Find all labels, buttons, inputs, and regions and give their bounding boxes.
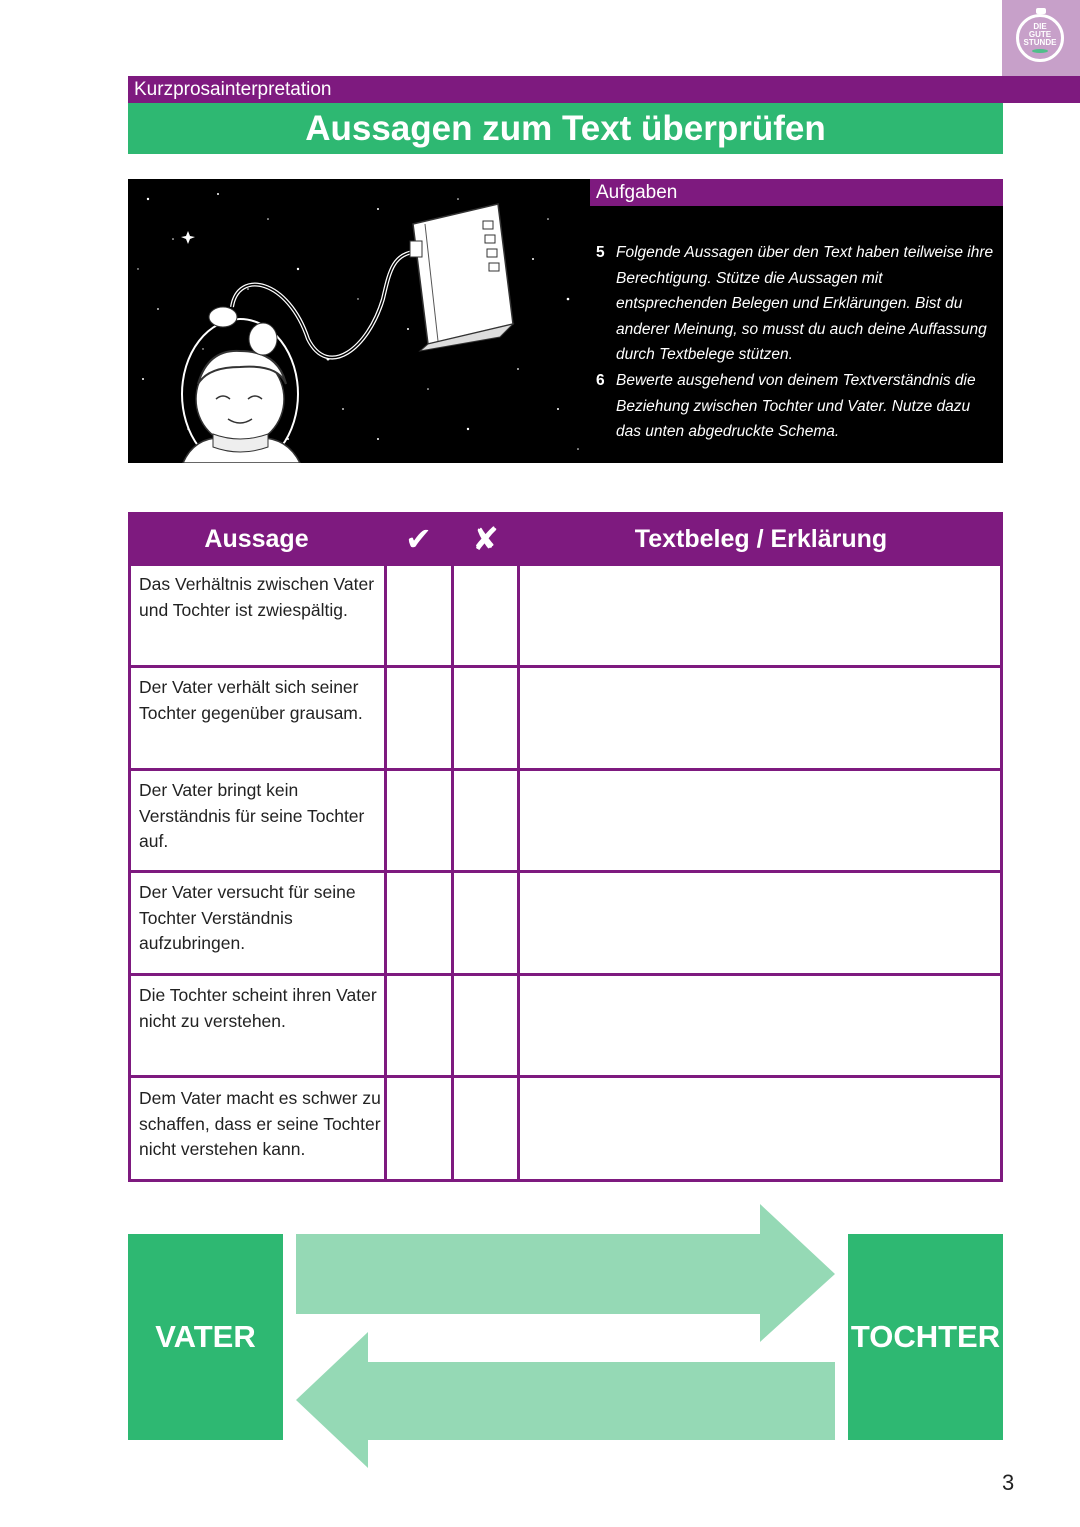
task-number: 5: [596, 244, 605, 261]
section-label: Kurzprosainterpretation: [134, 79, 332, 100]
page-number: 3: [1002, 1470, 1015, 1495]
statement-cell: Der Vater verhält sich seiner Tochter gegenüber grausam.: [139, 677, 363, 723]
relationship-arrows: [290, 1200, 845, 1470]
row-divider: [128, 870, 1003, 873]
book-icon: [410, 204, 513, 351]
task-item: [596, 368, 996, 445]
row-divider: [128, 665, 1003, 668]
statement-cell: Die Tochter scheint ihren Vater nicht zu verstehen.: [139, 985, 377, 1031]
cross-icon: ✘: [472, 521, 499, 557]
logo-text-1: DIE: [1033, 22, 1047, 31]
task-number: 6: [596, 371, 605, 389]
statement-cell: Der Vater versucht für seine Tochter Verständnis aufzubringen.: [139, 882, 356, 954]
arrow-right-icon: [296, 1204, 835, 1342]
astronaut-icon: [182, 307, 300, 463]
table-header: [128, 512, 1003, 566]
tochter-box: TOCHTER: [848, 1234, 1003, 1440]
row-divider: [128, 768, 1003, 771]
brand-logo: [1002, 0, 1080, 76]
column-divider: [451, 566, 454, 1180]
task-text: Folgende Aussagen über den Text haben teilweise ihre Berechtigung. Stütze die Aussagen mit entsprechenden Belegen und Erklärungen. Bist du anderer Meinung, so musst du auch deine Auffassung durch Textbelege stützen.: [616, 244, 994, 364]
task-list: [596, 240, 996, 445]
statement-cell: Der Vater bringt kein Verständnis für seine Tochter auf.: [139, 780, 365, 852]
statement-cell: Dem Vater macht es schwer zu schaffen, dass er seine Tochter nicht verstehen kann.: [139, 1088, 381, 1160]
row-divider: [128, 1075, 1003, 1078]
leaf-icon: [1032, 49, 1048, 53]
space-illustration: [128, 179, 590, 463]
header-statement: Aussage: [204, 524, 309, 553]
task-item: [596, 240, 996, 368]
astronaut-book-illustration: [128, 179, 590, 463]
page-title: Aussagen zum Text überprüfen: [128, 103, 1003, 154]
logo-text-2: GUTE: [1028, 30, 1052, 39]
row-divider: [128, 973, 1003, 976]
check-icon: ✔: [405, 521, 432, 557]
header-evidence: Textbeleg / Erklärung: [634, 524, 888, 553]
stopwatch-icon: [1016, 14, 1064, 62]
logo-text-3: STUNDE: [1023, 38, 1057, 47]
tasks-heading: Aufgaben: [590, 179, 1003, 206]
statement-cell: Das Verhältnis zwischen Vater und Tochter ist zwiespältig.: [139, 574, 375, 620]
column-divider: [517, 566, 520, 1180]
arrow-left-icon: [296, 1332, 835, 1468]
task-text: Bewerte ausgehend von deinem Textverständnis die Beziehung zwischen Tochter und Vater. Nutze dazu das unten abgedruckte Schema.: [616, 371, 976, 441]
vater-box: VATER: [128, 1234, 283, 1440]
